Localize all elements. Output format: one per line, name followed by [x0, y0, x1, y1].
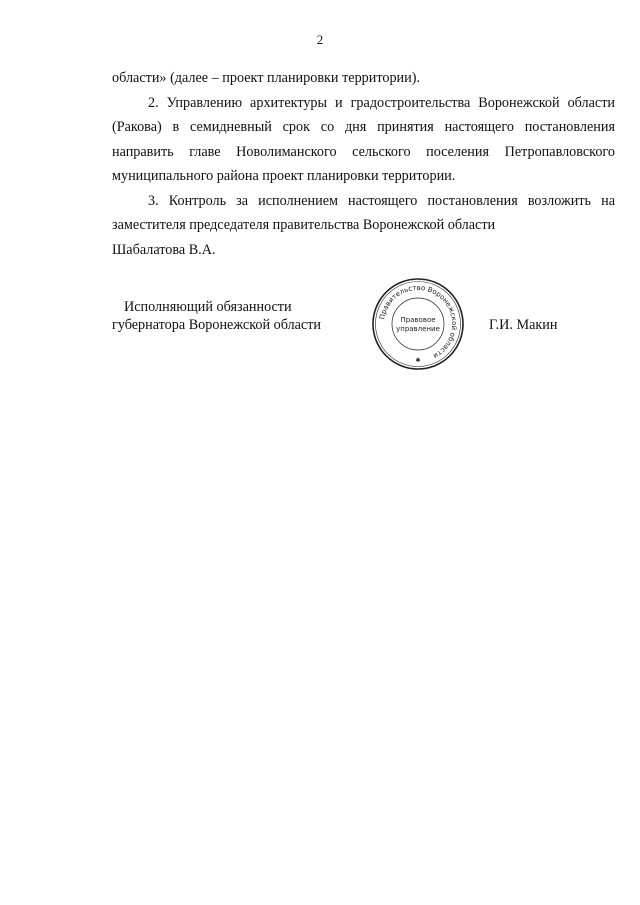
signatory-title: [112, 298, 321, 334]
seal-outer-text: Правительство Воронежской области: [378, 283, 459, 360]
paragraph-3: 3. Контроль за исполнением настоящего постановления возложить на заместителя председателя правительства Воронежской области: [112, 192, 615, 233]
signatory-title-line-2: губернатора Воронежской области: [112, 317, 322, 333]
paragraph-3-last-line: Шабалатова В.А.: [112, 241, 216, 258]
paragraph-2: 2. Управлению архитектуры и градостроительства Воронежской области (Ракова) в семидневный срок со дня принятия настоящего постановления направить главе Новолиманского сельского поселения Петропавловского муниципального района проект планировки территории.: [112, 94, 615, 184]
signatory-title-line-1: Исполняющий обязанности: [124, 299, 292, 315]
signatory-name: Г.И. Макин: [489, 317, 558, 333]
paragraph-1: области» (далее – проект планировки территории).: [112, 70, 421, 86]
seal-inner-line-1: Правовое: [400, 316, 436, 324]
official-seal: [370, 276, 466, 372]
seal-star-icon: ✱: [415, 357, 421, 364]
document-body: [112, 66, 615, 262]
page-number: 2: [316, 32, 324, 47]
seal-inner-line-2: управление: [396, 325, 440, 333]
